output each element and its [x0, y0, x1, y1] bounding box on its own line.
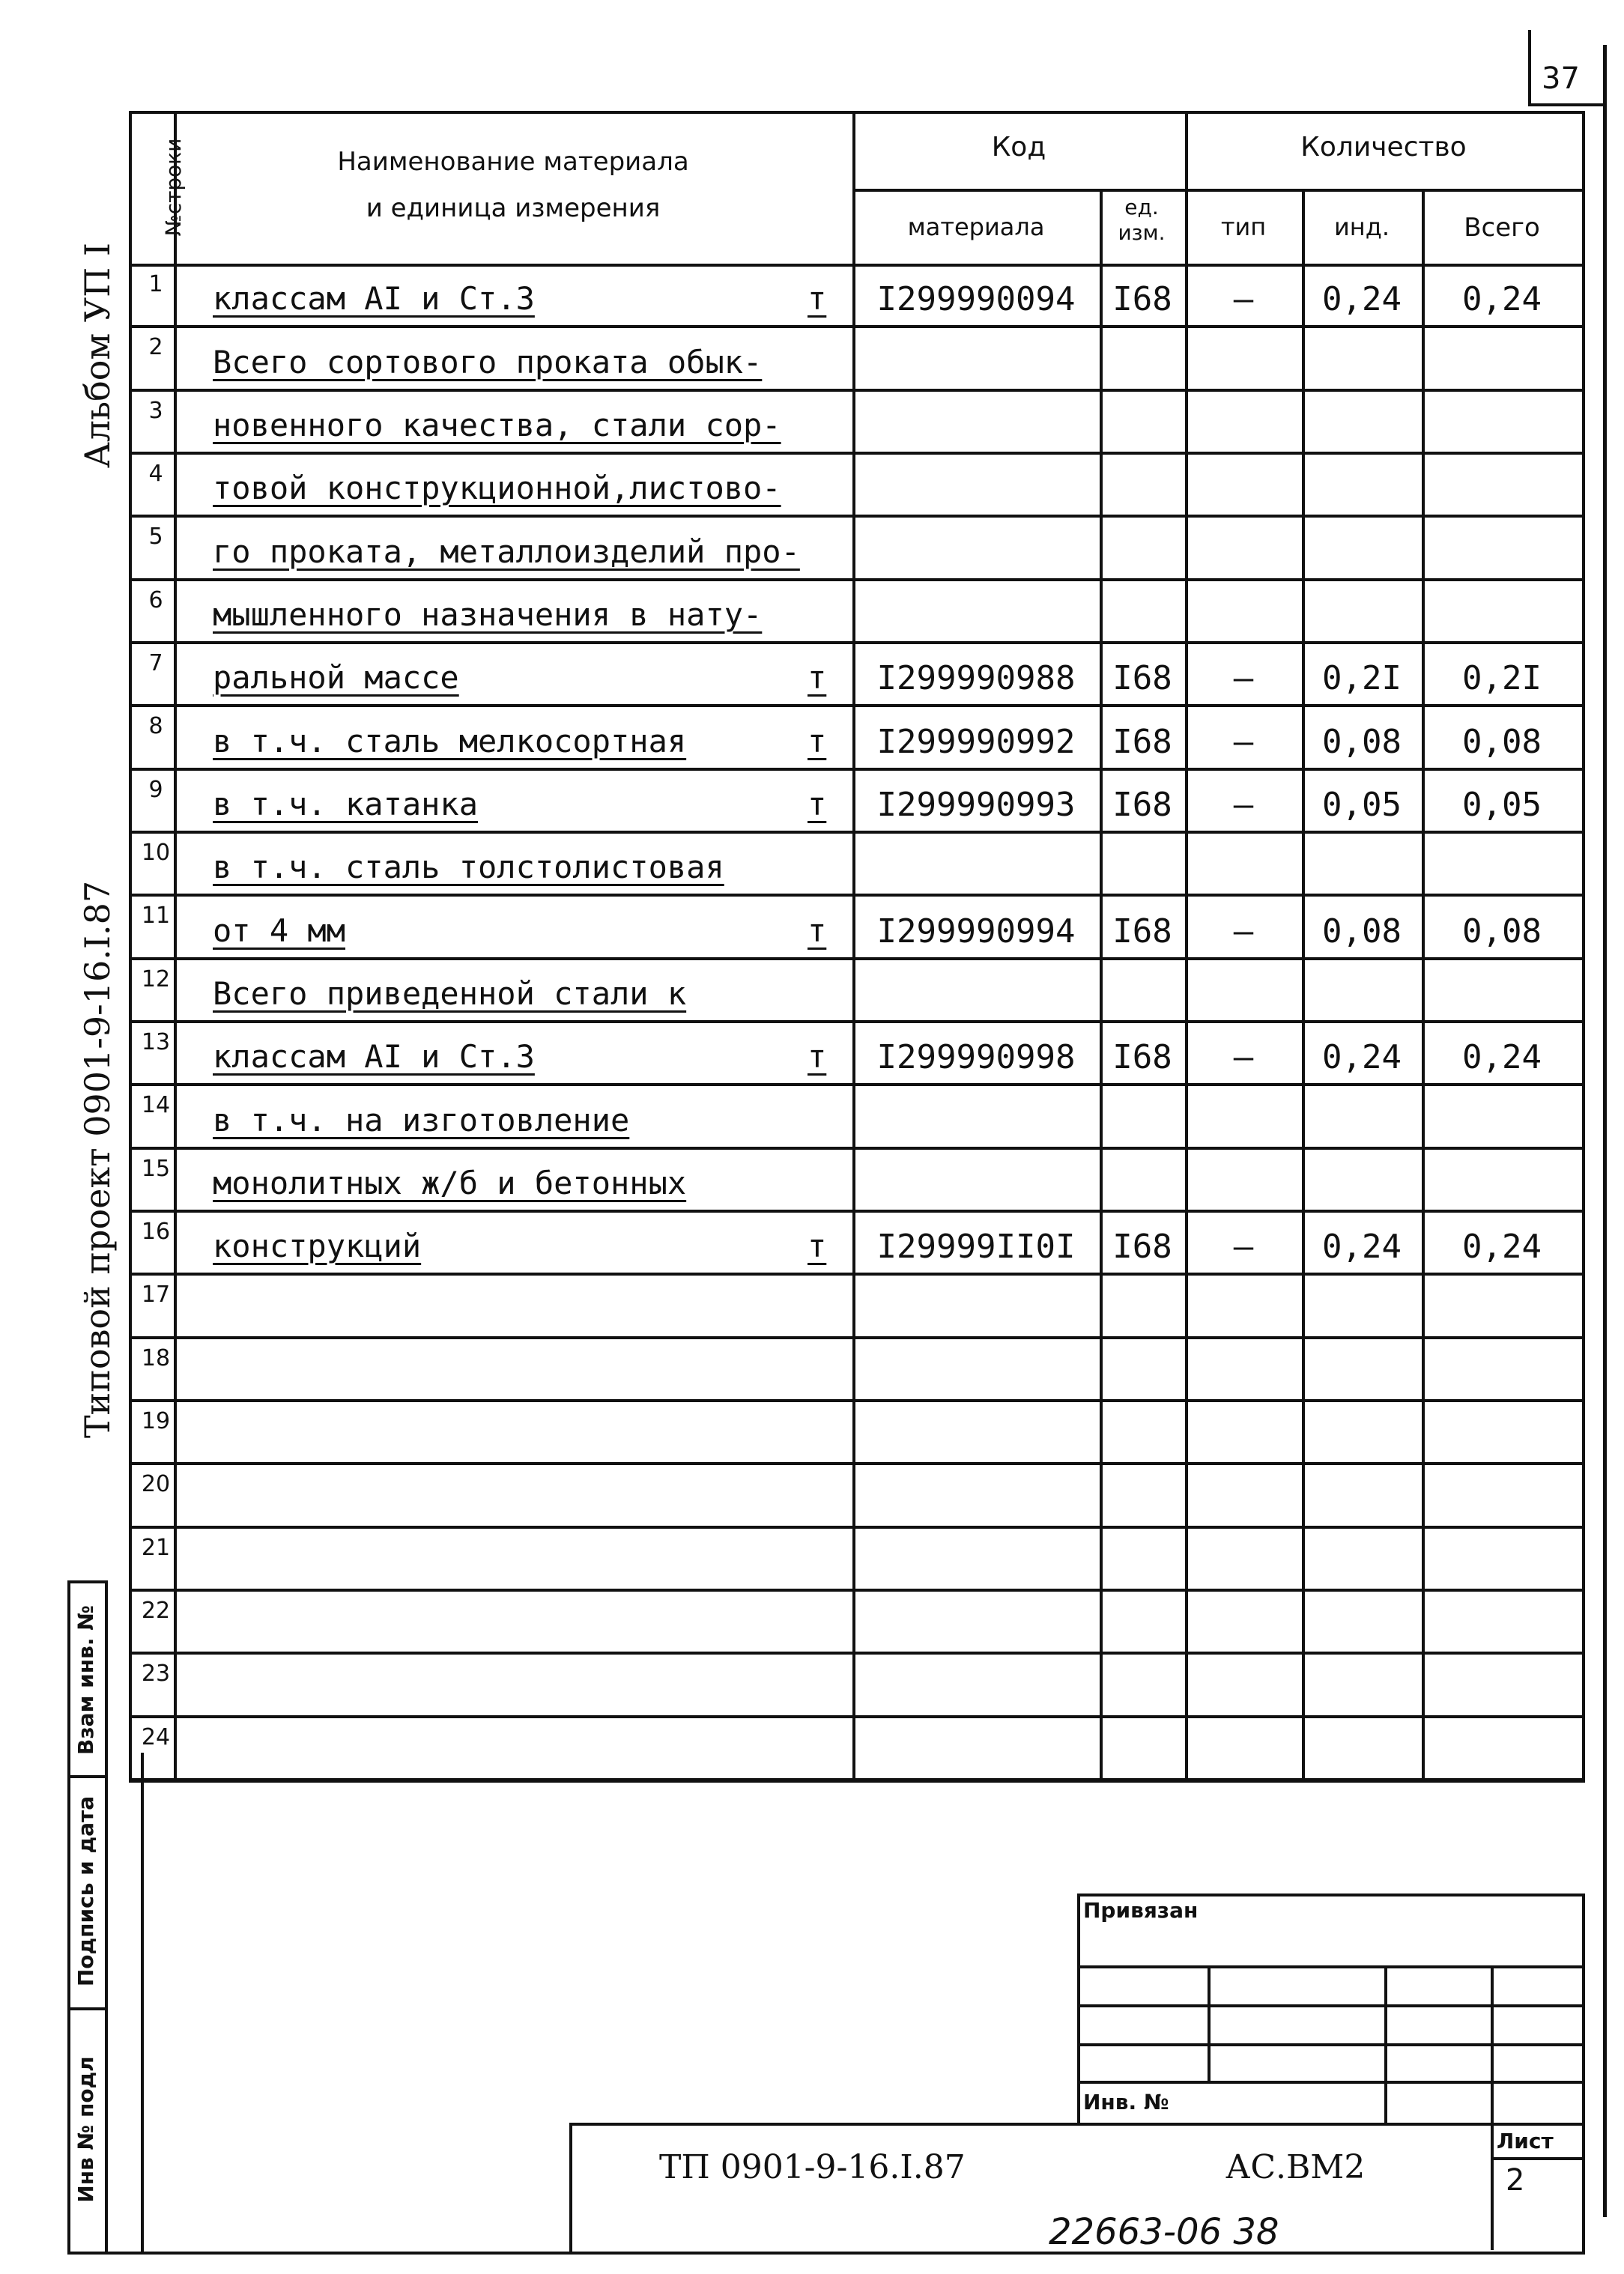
- row-separator: [129, 515, 1585, 518]
- row-code: I299990994: [876, 912, 1076, 950]
- row-number: 23: [141, 1661, 171, 1687]
- sheet-number: 2: [1506, 2163, 1525, 2198]
- row-separator: [129, 1652, 1585, 1655]
- row-unit: т: [808, 659, 827, 696]
- stamp-h2: [1077, 2004, 1585, 2007]
- row-code: I299990993: [876, 786, 1076, 824]
- row-name: в т.ч. на изготовление: [213, 1102, 630, 1138]
- row-number: 24: [141, 1724, 171, 1750]
- row-ind: 0,08: [1322, 912, 1402, 950]
- row-ind: 0,2I: [1322, 659, 1402, 697]
- row-number: 19: [141, 1408, 171, 1434]
- row-separator: [129, 578, 1585, 581]
- stamp-h4: [1077, 2081, 1585, 2084]
- header-qty-type: тип: [1220, 213, 1267, 241]
- row-type: –: [1233, 723, 1254, 761]
- row-number: 13: [141, 1029, 171, 1055]
- row-separator: [129, 1399, 1585, 1402]
- row-unit-code: I68: [1112, 280, 1172, 318]
- row-name: ральной массе: [213, 659, 459, 696]
- stamp-privyazan: Привязан: [1083, 1898, 1199, 1923]
- stamp-h1: [1077, 1965, 1585, 1968]
- row-separator: [129, 325, 1585, 328]
- row-unit-code: I68: [1112, 1228, 1172, 1266]
- side-label-podpis: Подпись и дата: [73, 1795, 98, 1987]
- row-name: в т.ч. катанка: [213, 786, 479, 822]
- row-number: 8: [148, 713, 163, 739]
- page-number: 37: [1542, 61, 1580, 96]
- side-label-album: Альбом УП I: [77, 242, 118, 468]
- row-code: I299990988: [876, 659, 1076, 697]
- row-name: Всего приведенной стали к: [213, 975, 687, 1012]
- header-bottom: [129, 264, 1585, 267]
- document-code: ТП 0901-9-16.I.87: [659, 2148, 966, 2186]
- row-ind: 0,24: [1322, 1038, 1402, 1076]
- row-ind: 0,24: [1322, 280, 1402, 318]
- row-unit-code: I68: [1112, 723, 1172, 761]
- header-name-line1: Наименование материала: [337, 147, 689, 177]
- stamp-v1: [1208, 1965, 1211, 2082]
- row-total: 0,24: [1462, 1228, 1542, 1266]
- row-separator: [129, 1462, 1585, 1465]
- row-unit: т: [808, 1228, 827, 1264]
- header-code-material: материала: [907, 213, 1045, 241]
- row-separator: [129, 1778, 1585, 1781]
- row-name: мышленного назначения в нату-: [213, 596, 763, 633]
- row-number: 1: [148, 271, 163, 297]
- row-unit-code: I68: [1112, 659, 1172, 697]
- stamp-inv-no: Инв. №: [1083, 2090, 1169, 2114]
- row-total: 0,08: [1462, 723, 1542, 761]
- sheet-label: Лист: [1497, 2129, 1554, 2153]
- row-name: монолитных ж/б и бетонных: [213, 1165, 687, 1201]
- row-unit-code: I68: [1112, 786, 1172, 824]
- row-code: I29999II0I: [876, 1228, 1076, 1266]
- stamp-v2: [1384, 1965, 1387, 2123]
- row-type: –: [1233, 1228, 1254, 1266]
- row-unit-code: I68: [1112, 1038, 1172, 1076]
- row-name: в т.ч. сталь мелкосортная: [213, 723, 687, 759]
- header-qty-ind: инд.: [1333, 213, 1390, 241]
- col-num: [174, 111, 177, 1783]
- row-unit-code: I68: [1112, 912, 1172, 950]
- row-separator: [129, 768, 1585, 771]
- row-number: 11: [141, 903, 171, 929]
- col-ind: [1422, 189, 1425, 1783]
- header-col-left: [129, 111, 132, 1783]
- row-unit: т: [808, 280, 827, 317]
- row-unit: т: [808, 1038, 827, 1075]
- row-number: 2: [148, 334, 163, 360]
- row-separator: [129, 452, 1585, 455]
- row-ind: 0,05: [1322, 786, 1402, 824]
- row-number: 10: [141, 840, 171, 866]
- row-total: 0,24: [1462, 280, 1542, 318]
- row-separator: [129, 1589, 1585, 1592]
- row-separator: [129, 831, 1585, 834]
- row-separator: [129, 704, 1585, 707]
- row-unit: т: [808, 912, 827, 949]
- row-name: в т.ч. сталь толстолистовая: [213, 849, 724, 885]
- side-label-vzam: Взам инв. №: [73, 1605, 98, 1755]
- col-code: [1100, 189, 1103, 1783]
- row-separator: [129, 1526, 1585, 1529]
- title-block-top: [569, 2123, 1585, 2126]
- row-name: го проката, металлоизделий про-: [213, 533, 800, 570]
- row-number: 6: [148, 587, 163, 613]
- side-label-project: Типовой проект 0901-9-16.I.87: [77, 880, 118, 1439]
- row-type: –: [1233, 1038, 1254, 1076]
- row-name: классам АI и Ст.3: [213, 1038, 535, 1075]
- row-ind: 0,24: [1322, 1228, 1402, 1266]
- row-type: –: [1233, 786, 1254, 824]
- row-unit: т: [808, 723, 827, 759]
- row-number: 21: [141, 1535, 171, 1561]
- row-type: –: [1233, 280, 1254, 318]
- row-name: Всего сортового проката обык-: [213, 344, 763, 380]
- row-separator: [129, 641, 1585, 644]
- row-code: I299990094: [876, 280, 1076, 318]
- row-total: 0,2I: [1462, 659, 1542, 697]
- side-label-inv: Инв № подл: [73, 2056, 98, 2203]
- header-sub: [852, 189, 1585, 192]
- row-number: 17: [141, 1282, 171, 1308]
- header-name-line2: и единица измерения: [366, 193, 661, 223]
- header-code: Код: [991, 132, 1046, 163]
- row-number: 7: [148, 650, 163, 676]
- col-tip: [1302, 189, 1305, 1783]
- row-separator: [129, 1020, 1585, 1023]
- row-separator: [129, 389, 1585, 392]
- row-number: 4: [148, 461, 163, 487]
- row-separator: [129, 957, 1585, 960]
- row-number: 18: [141, 1345, 171, 1371]
- row-separator: [129, 894, 1585, 897]
- row-number: 3: [148, 398, 163, 424]
- row-separator: [129, 1083, 1585, 1086]
- title-block-bottom: [141, 2252, 1585, 2255]
- document-mark: АС.ВМ2: [1225, 2148, 1366, 2186]
- header-code-unit: ед. изм.: [1118, 195, 1166, 245]
- stamp-top: [1077, 1894, 1585, 1896]
- row-name: новенного качества, стали сор-: [213, 407, 781, 443]
- row-code: I299990998: [876, 1038, 1076, 1076]
- row-name: товой конструкционной,листово-: [213, 470, 781, 506]
- header-row-no: №строки: [161, 138, 186, 237]
- row-separator: [129, 1715, 1585, 1718]
- row-number: 15: [141, 1156, 171, 1182]
- title-block-left: [569, 2123, 572, 2255]
- row-total: 0,05: [1462, 786, 1542, 824]
- stamp-left: [1077, 1894, 1080, 2126]
- row-separator: [129, 1273, 1585, 1276]
- row-ind: 0,08: [1322, 723, 1402, 761]
- row-total: 0,24: [1462, 1038, 1542, 1076]
- row-code: I299990992: [876, 723, 1076, 761]
- row-number: 20: [141, 1471, 171, 1497]
- row-type: –: [1233, 912, 1254, 950]
- row-number: 22: [141, 1598, 171, 1624]
- row-number: 14: [141, 1092, 171, 1118]
- sheet-sep: [1491, 2157, 1584, 2160]
- row-unit: т: [808, 786, 827, 822]
- stamp-h3: [1077, 2043, 1585, 2046]
- row-number: 16: [141, 1219, 171, 1245]
- row-name: классам АI и Ст.3: [213, 280, 535, 317]
- header-qty-total: Всего: [1464, 213, 1540, 243]
- footer-code: 22663-06 38: [1049, 2211, 1279, 2253]
- row-separator: [129, 1147, 1585, 1150]
- row-separator: [129, 1336, 1585, 1339]
- header-col-right: [1582, 111, 1585, 1783]
- row-total: 0,08: [1462, 912, 1542, 950]
- title-block-right: [1582, 1894, 1585, 2255]
- header-quantity: Количество: [1300, 132, 1467, 163]
- row-name: от 4 мм: [213, 912, 346, 949]
- row-name: конструкций: [213, 1228, 422, 1264]
- row-type: –: [1233, 659, 1254, 697]
- row-separator: [129, 1210, 1585, 1213]
- stamp-v3: [1491, 1965, 1494, 2250]
- row-number: 12: [141, 966, 171, 992]
- header-top: [129, 111, 1585, 114]
- row-number: 5: [148, 524, 163, 550]
- row-number: 9: [148, 777, 163, 803]
